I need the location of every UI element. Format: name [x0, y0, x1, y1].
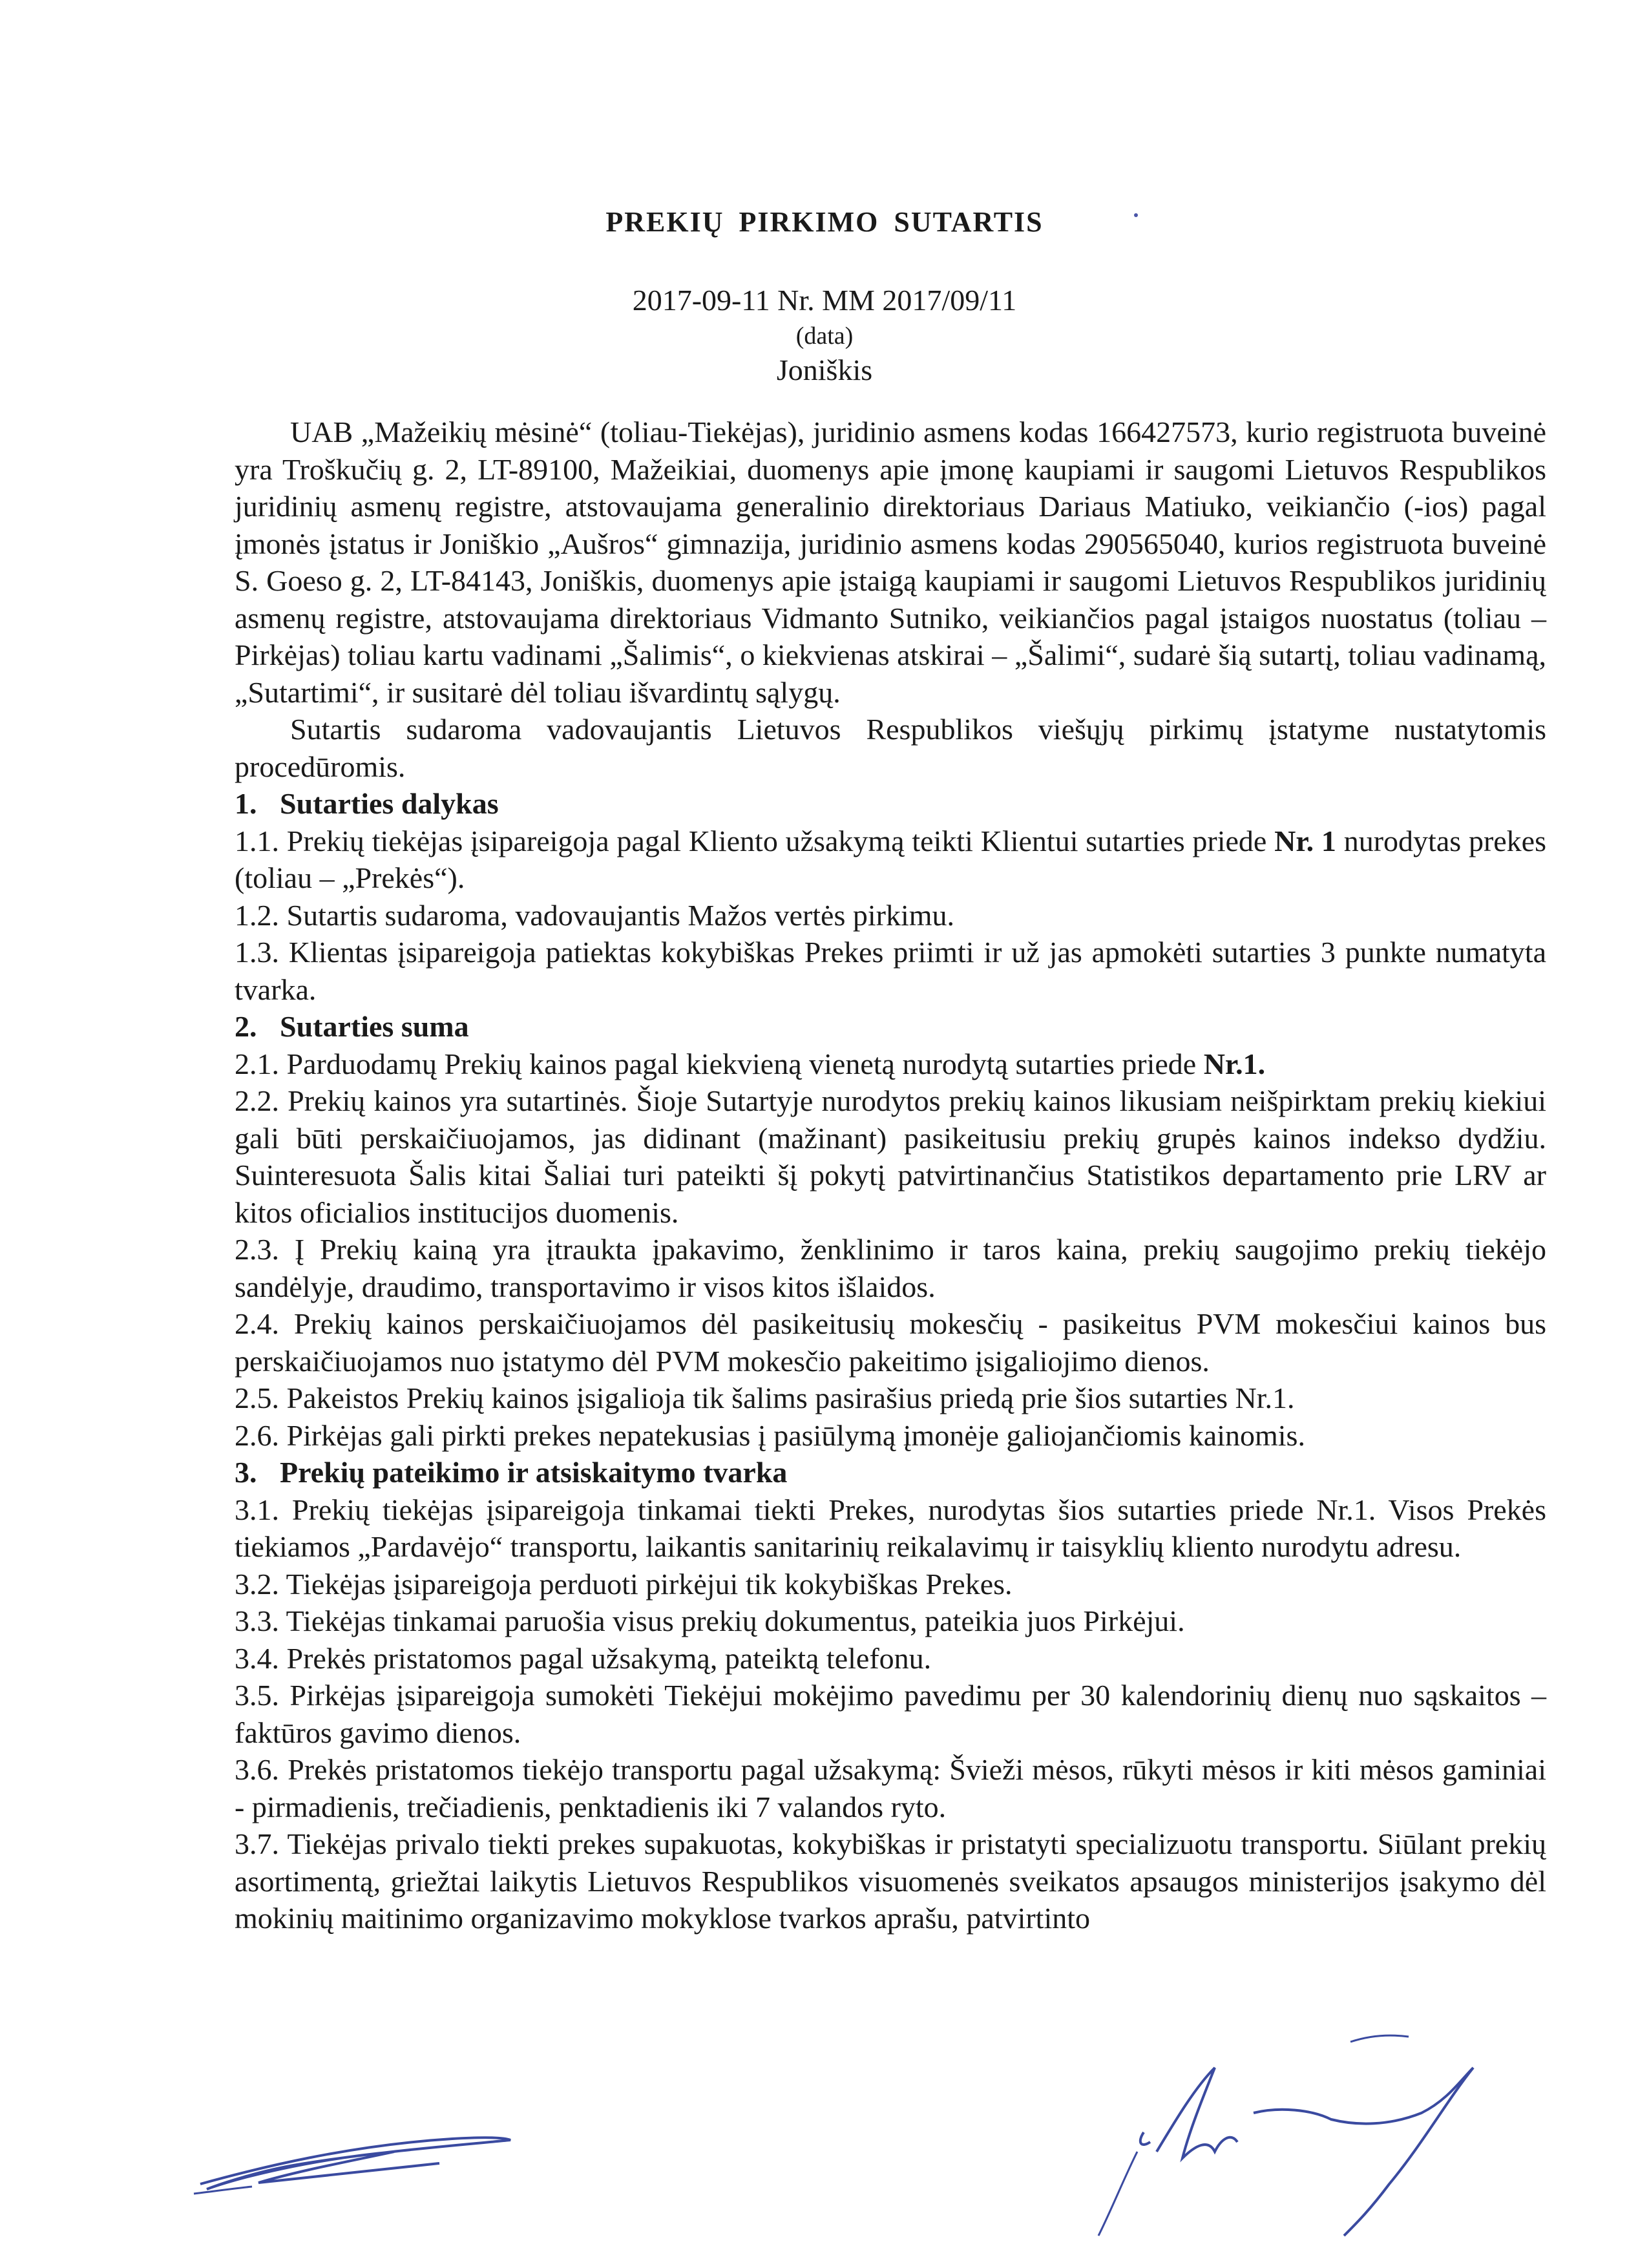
clause-text: 2.6. Pirkėjas gali pirkti prekes nepatekusias į pasiūlymą įmonėje galiojančiomis kainomis. [235, 1418, 1305, 1452]
clause [235, 897, 1546, 934]
clause-text: 2.3. Į Prekių kainą yra įtraukta įpakavimo, ženklinimo ir taros kaina, prekių saugojimo prekių tiekėjo sandėlyje, draudimo, transportavimo ir visos kitos išlaidos. [235, 1233, 1546, 1303]
clause [235, 1677, 1546, 1751]
clause-text: 3.5. Pirkėjas įsipareigoja sumokėti Tiekėjui mokėjimo pavedimu per 30 kalendorinių dienų nuo sąskaitos – faktūros gavimo dienos. [235, 1679, 1546, 1749]
clause-text: 1.3. Klientas įsipareigoja patiektas kokybiškas Prekes priimti ir už jas apmokėti sutarties 3 punkte numatyta tvarka. [235, 936, 1546, 1006]
clause-text: 3.6. Prekės pristatomos tiekėjo transportu pagal užsakymą: Švieži mėsos, rūkyti mėsos ir kiti mėsos gaminiai - pirmadienis, trečiadienis, penktadienis iki 7 valandos ryto. [235, 1753, 1546, 1823]
clause-text: 2.4. Prekių kainos perskaičiuojamos dėl pasikeitusių mokesčių - pasikeitus PVM mokesčiui kainos bus perskaičiuojamos nuo įstatymo dėl PVM mokesčio pakeitimo įsigaliojimo dienos. [235, 1307, 1546, 1378]
section-heading [235, 785, 1546, 823]
clause [235, 1566, 1546, 1603]
preamble-paragraph: Sutartis sudaroma vadovaujantis Lietuvos Respublikos viešųjų pirkimų įstatyme nustatytomis procedūromis. [235, 713, 1546, 783]
clause-text: 2.2. Prekių kainos yra sutartinės. Šioje Sutartyje nurodytos prekių kainos likusiam neišpirktam prekių kiekiui gali būti perskaičiuojamos, jas didinant (mažinant) pasikeitusiu prekių grupės kainos indekso dydžiu. Suinteresuota Šalis kitai Šaliai turi pateikti šį pokytį patvirtinančius Statistikos departamento prie LRV ar kitos oficialios institucijos duomenis. [235, 1084, 1546, 1229]
clause-text: 3.1. Prekių tiekėjas įsipareigoja tinkamai tiekti Prekes, nurodytas šios sutarties priede Nr.1. Visos Prekės tiekiamos „Pardavėjo“ transportu, laikantis sanitarinių reikalavimų ir taisyklių kliento nurodytu adresu. [235, 1493, 1546, 1563]
clause-text: 3.4. Prekės pristatomos pagal užsakymą, pateiktą telefonu. [235, 1641, 932, 1675]
clause [235, 1045, 1546, 1083]
clause-text: 2.1. Parduodamų Prekių kainos pagal kiekvieną vienetą nurodytą sutarties priede [235, 1047, 1204, 1080]
contract-number: 2017-09-11 Nr. MM 2017/09/11 [632, 284, 1017, 317]
section-heading [235, 1008, 1546, 1045]
section-number: 2. [235, 1010, 257, 1043]
section-heading [235, 1454, 1546, 1491]
clause [235, 1380, 1546, 1417]
section-number: 1. [235, 787, 257, 820]
scan-mark [1134, 213, 1138, 217]
clause [235, 1640, 1546, 1677]
clause-text: 1.2. Sutartis sudaroma, vadovaujantis Mažos vertės pirkimu. [235, 898, 955, 932]
clause-text: 3.7. Tiekėjas privalo tiekti prekes supakuotas, kokybiškas ir pristatyti specializuotu transportu. Siūlant prekių asortimentą, griežtai laikytis Lietuvos Respublikos visuomenės sveikatos apsaugos ministerijos įsakymo dėl mokinių maitinimo organizavimo mokyklose tvarkos aprašu, patvirtinto [235, 1827, 1546, 1935]
clause [235, 934, 1546, 1008]
clause [235, 1082, 1546, 1231]
clause-text: 3.2. Tiekėjas įsipareigoja perduoti pirkėjui tik kokybiškas Prekes. [235, 1567, 1013, 1601]
clause [235, 1417, 1546, 1454]
signature-right [1086, 2029, 1538, 2242]
sections [235, 785, 1546, 1937]
clause [235, 1825, 1546, 1937]
signature-left [181, 2106, 543, 2203]
place: Joniškis [776, 353, 873, 386]
date-label: (data) [795, 322, 854, 350]
clause-text: 1.1. Prekių tiekėjas įsipareigoja pagal Kliento užsakymą teikti Klientui sutarties priede [235, 824, 1275, 857]
clause [235, 1751, 1546, 1825]
clause [235, 1305, 1546, 1380]
section-number: 3. [235, 1456, 257, 1489]
section-title: Sutarties dalykas [280, 787, 499, 820]
clause-text-cont: nurodytas prekes (toliau – „Prekės“). [235, 824, 1546, 894]
clause-text: 2.5. Pakeistos Prekių kainos įsigalioja tik šalims pasirašius priedą prie šios sutarties Nr.1. [235, 1381, 1295, 1414]
clause-bold-ref: Nr.1. [1203, 1047, 1266, 1080]
document-body [235, 414, 1546, 1937]
preamble-paragraph: UAB „Mažeikių mėsinė“ (toliau-Tiekėjas), juridinio asmens kodas 166427573, kurio registruota buveinė yra Troškučių g. 2, LT-89100, Mažeikiai, duomenys apie įmonę kaupiami ir saugomi Lietuvos Respublikos juridinių asmenų registre, atstovaujama generalinio direktoriaus Dariaus Matiuko, veikiančio (-ios) pagal įmonės įstatus ir Joniškio „Aušros“ gimnazija, juridinio asmens kodas 290565040, kurios registruota buveinė S. Goeso g. 2, LT-84143, Joniškis, duomenys apie įstaigą kaupiami ir saugomi Lietuvos Respublikos juridinių asmenų registre, atstovaujama direktoriaus Vidmanto Sutniko, veikiančios pagal įstaigos nuostatus (toliau – Pirkėjas) toliau kartu vadinami „Šalimis“, o kiekvienas atskirai – „Šalimi“, sudarė šią sutartį, toliau vadinamą, „Sutartimi“, ir susitarė dėl toliau išvardintų sąlygų. [235, 415, 1546, 709]
clause [235, 1491, 1546, 1566]
clause [235, 1231, 1546, 1305]
clause [235, 1602, 1546, 1640]
section-title: Sutarties suma [280, 1010, 469, 1043]
clause-bold-ref: Nr. 1 [1274, 824, 1336, 857]
document-title: PREKIŲ PIRKIMO SUTARTIS [605, 206, 1044, 238]
section-title: Prekių pateikimo ir atsiskaitymo tvarka [280, 1456, 788, 1489]
clause-text: 3.3. Tiekėjas tinkamai paruošia visus prekių dokumentus, pateikia juos Pirkėjui. [235, 1604, 1185, 1637]
clause [235, 823, 1546, 897]
